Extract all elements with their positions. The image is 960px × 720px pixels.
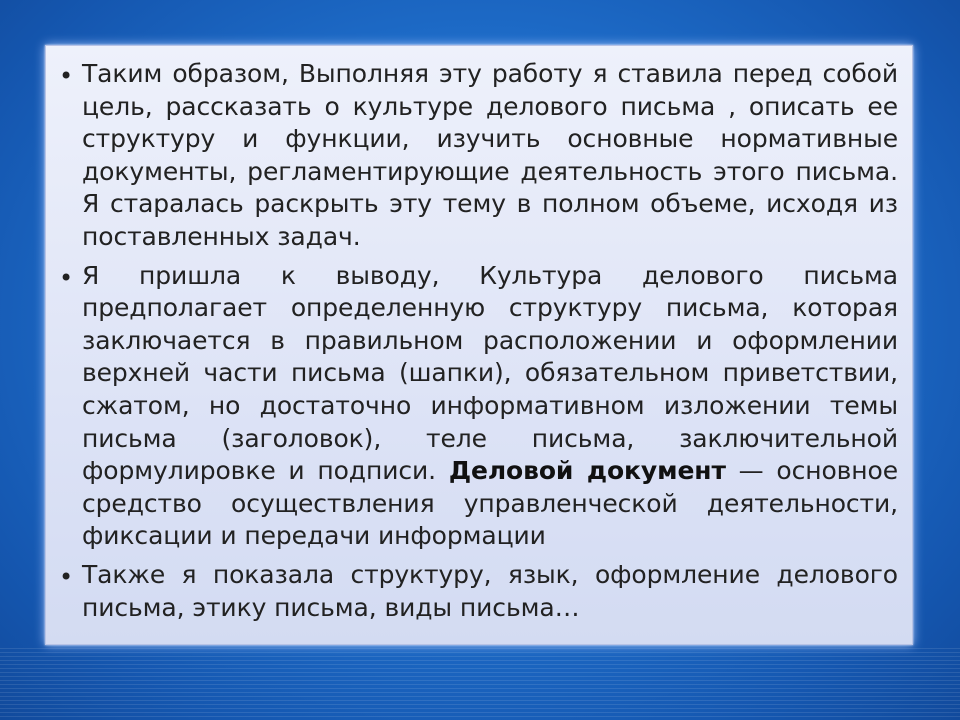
slide-content-panel <box>45 45 913 645</box>
bullet-text-conclusion <box>82 260 898 553</box>
bullet-item-summary <box>46 58 914 254</box>
bullet-marker: • <box>59 263 74 292</box>
bullet-item-conclusion <box>46 260 914 553</box>
bullet-item-also-shown <box>46 559 914 624</box>
bullet-marker: • <box>59 562 74 591</box>
conclusion-text-start: Я пришла к выводу, Культура делового письма предполагает определенную структуру письма, которая заключается в правильном расположении и оформлении верхней части письма (шапки), обязательном приветствии, сжатом, но достаточно информативном изложении темы письма (заголовок), теле письма, заключительной формулировке и подписи. <box>82 260 898 486</box>
bullet-text-summary: Таким образом, Выполняя эту работу я ставила перед собой цель, рассказать о культуре делового письма , описать ее структуру и функции, изучить основные нормативные документы, регламентирующие деятельность этого письма. Я старалась раскрыть эту тему в полном объеме, исходя из поставленных задач. <box>82 59 898 251</box>
bullet-text-also-shown: Также я показала структуру, язык, оформление делового письма, этику письма, виды письма… <box>82 559 898 622</box>
conclusion-text-end: — основное средство осуществления управленческой деятельности, фиксации и передачи информации <box>82 456 899 551</box>
bullet-marker: • <box>59 62 74 90</box>
business-document-term: Деловой документ <box>448 456 726 486</box>
bullet-list <box>46 58 914 630</box>
background-stripes <box>0 648 960 720</box>
